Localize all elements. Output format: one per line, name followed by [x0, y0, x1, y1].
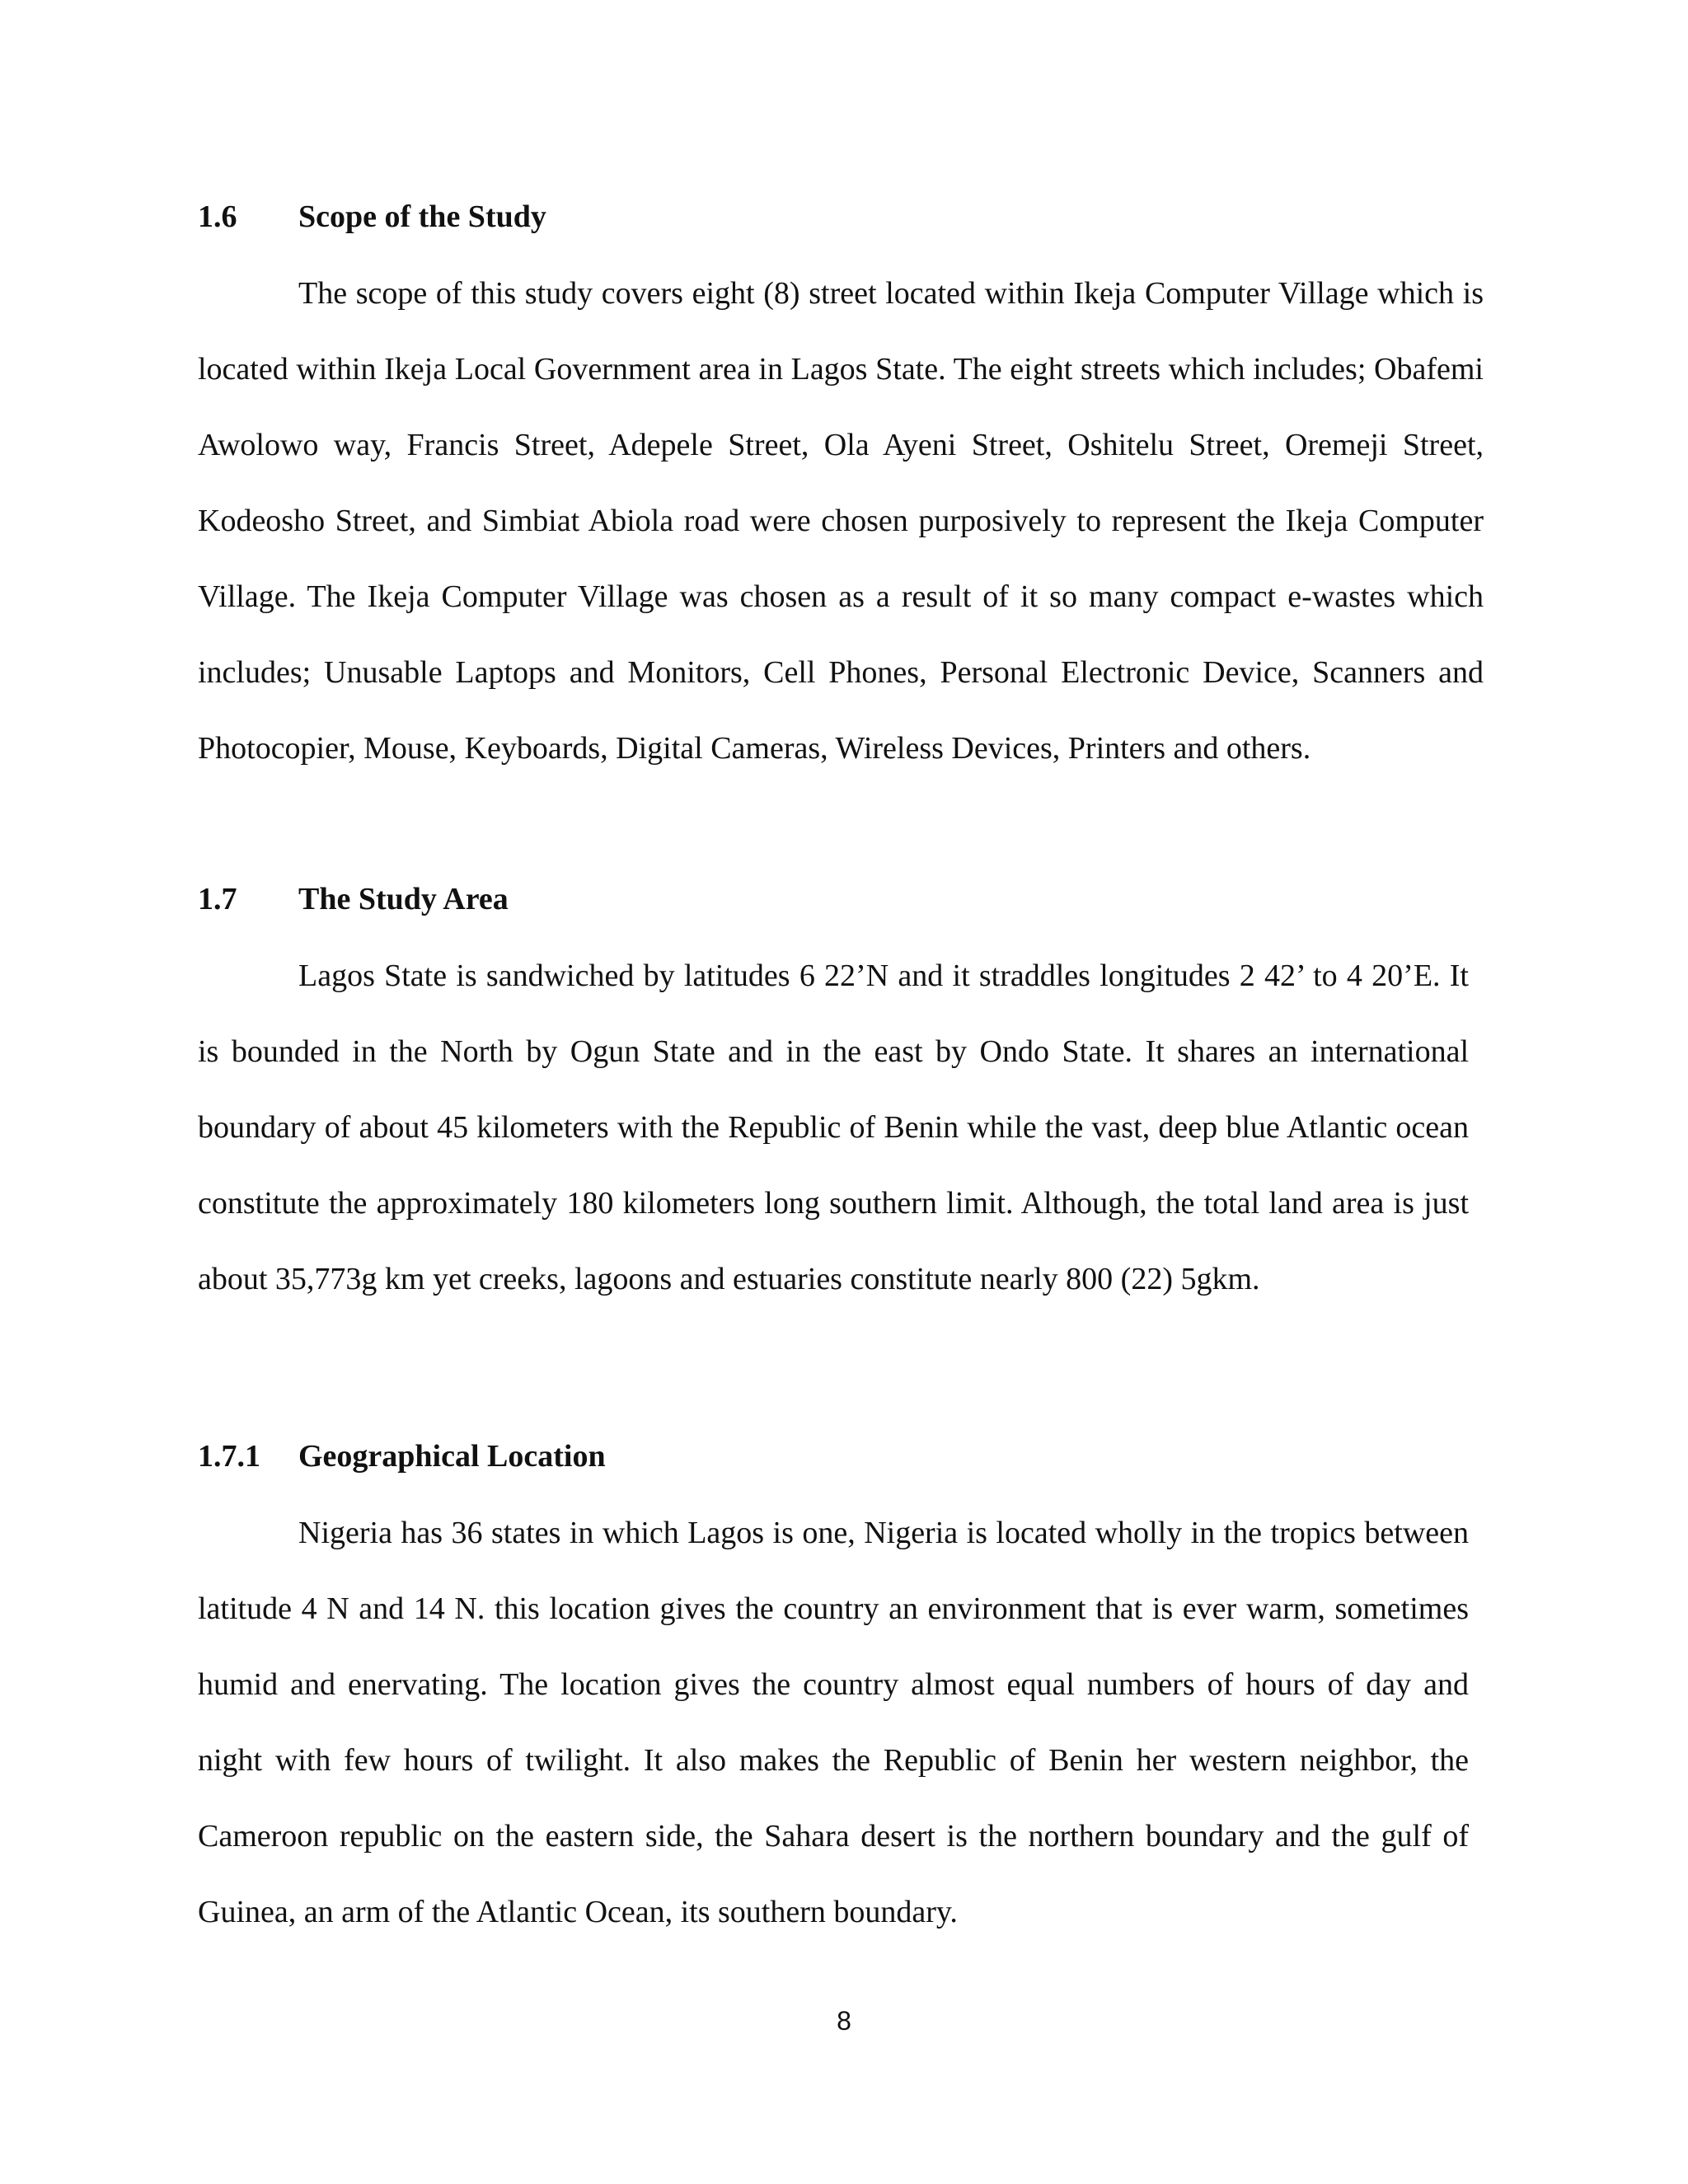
section-heading-1-7: [198, 880, 509, 918]
section-body-1-7-1: [198, 1495, 1469, 1950]
document-page: [198, 0, 1484, 2184]
section-title: The Study Area: [298, 882, 509, 916]
paragraph-text: The scope of this study covers eight (8) street located within Ikeja Computer Village which is located within Ikeja Local Government area in Lagos State. The eight streets which includes; Obafemi Awolowo way, Francis Street, Adepele Street, Ola Ayeni Street, Oshitelu Street, Oremeji Street, Kodeosho Street, and Simbiat Abiola road were chosen purposively to represent the Ikeja Computer Village. The Ikeja Computer Village was chosen as a result of it so many compact e-wastes which includes; Unusable Laptops and Monitors, Cell Phones, Personal Electronic Device, Scanners and Photocopier, Mouse, Keyboards, Digital Cameras, Wireless Devices, Printers and others.: [198, 276, 1484, 766]
section-title: Geographical Location: [298, 1439, 606, 1474]
paragraph-text: Nigeria has 36 states in which Lagos is one, Nigeria is located wholly in the tropics between latitude 4 N and 14 N. this location gives the country an environment that is ever warm, sometimes humid and enervating. The location gives the country almost equal numbers of hours of day and night with few hours of twilight. It also makes the Republic of Benin her western neighbor, the Cameroon republic on the eastern side, the Sahara desert is the northern boundary and the gulf of Guinea, an arm of the Atlantic Ocean, its southern boundary.: [198, 1516, 1469, 1929]
section-body-1-6: [198, 255, 1484, 786]
paragraph-text: Lagos State is sandwiched by latitudes 6 22’N and it straddles longitudes 2 42’ to 4 20’E. It is bounded in the North by Ogun State and in the east by Ondo State. It shares an international boundary of about 45 kilometers with the Republic of Benin while the vast, deep blue Atlantic ocean constitute the approximately 180 kilometers long southern limit. Although, the total land area is just about 35,773g km yet creeks, lagoons and estuaries constitute nearly 800 (22) 5gkm.: [198, 958, 1469, 1296]
section-number: 1.7.1: [198, 1439, 260, 1474]
section-heading-1-6: [198, 198, 546, 236]
section-heading-1-7-1: [198, 1437, 606, 1475]
section-number: 1.6: [198, 199, 237, 234]
section-number: 1.7: [198, 882, 237, 916]
section-body-1-7: [198, 938, 1469, 1317]
section-title: Scope of the Study: [298, 199, 546, 234]
page-number: 8: [837, 2006, 851, 2036]
